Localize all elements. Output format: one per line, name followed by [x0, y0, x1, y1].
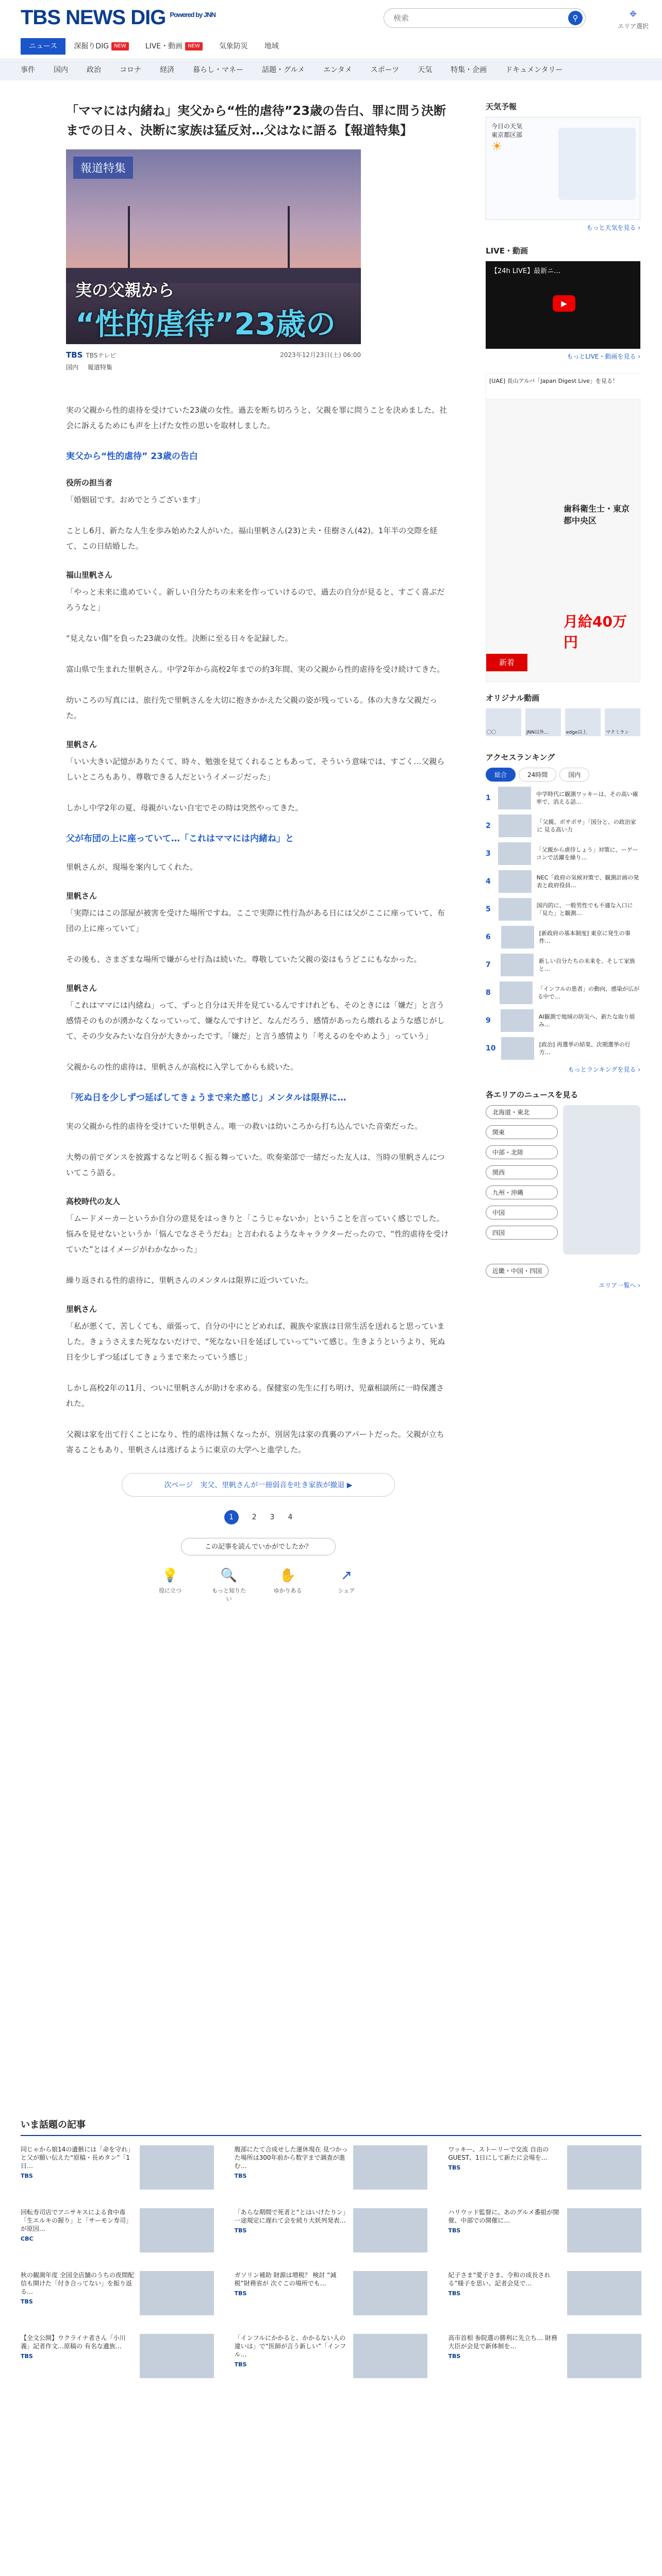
site-logo[interactable]: TBS NEWS DIG Powered by JNN: [21, 6, 216, 29]
ranking-title: 「父親、ボサボサ」「国分と、の政治家に 見る高い力: [537, 819, 636, 833]
speaker-label: 里帆さん: [66, 740, 97, 749]
trending-text-block: [235, 2208, 349, 2258]
speaker-label: 里帆さん: [66, 1304, 97, 1314]
ranking-item[interactable]: [486, 926, 640, 948]
trending-text-block: [448, 2334, 562, 2383]
play-icon[interactable]: ▶: [553, 295, 575, 312]
ranking-more-link[interactable]: もっとランキングを見る ›: [568, 1066, 640, 1073]
ranking-number: 8: [486, 989, 491, 997]
ranking-title: 「インフルの患者」の動向、感染が広がる中で…: [537, 986, 640, 1000]
search-input[interactable]: [384, 8, 586, 28]
article-title: 「ママには内緒ね」実父から“性的虐待”23歳の告白、罪に問う決断までの日々、決断に家族は猛反対…父はなに語る【報道特集】: [66, 104, 446, 138]
speaker-label: 里帆さん: [66, 984, 97, 993]
paragraph: 「婚姻届です。おめでとうございます」: [66, 495, 205, 504]
paragraph: 父親からの性的虐待は、里帆さんが高校に入学してからも続いた。: [66, 1062, 299, 1072]
nav-item[interactable]: スポーツ: [370, 66, 400, 74]
lightbulb-icon: 💡: [161, 1568, 179, 1583]
live-video-title: 【24h LIVE】最新ニ…: [491, 267, 561, 275]
page-3[interactable]: 3: [270, 1513, 275, 1521]
tab-live[interactable]: LIVE・動画 NEW: [137, 38, 211, 55]
location-pin-icon: ⌖: [629, 6, 637, 22]
tab-news[interactable]: ニュース: [21, 38, 65, 55]
trending-item[interactable]: [235, 2271, 428, 2320]
ranking-number: 3: [486, 850, 491, 858]
speaker-label: 役所の担当者: [66, 478, 113, 487]
original-video-item[interactable]: 〇〇: [486, 708, 521, 736]
page-2[interactable]: 2: [252, 1513, 257, 1521]
areas-heading: 各エリアのニュースを見る: [486, 1090, 578, 1099]
japan-map[interactable]: [563, 1105, 640, 1255]
paragraph: 富山県で生まれた里帆さん。中学2年から高校2年までの約3年間、実の父親から性的虐待を受け続けてきた。: [66, 665, 445, 674]
page-1[interactable]: 1: [224, 1510, 239, 1524]
pagination: [66, 1510, 451, 1524]
trending-thumbnail: [567, 2334, 641, 2378]
trending-thumbnail: [353, 2208, 427, 2252]
trending-text-block: [21, 2145, 135, 2195]
ad-headline: 歯科衛生士・東京都中央区: [564, 504, 630, 526]
nav-item[interactable]: 話題・グルメ: [262, 66, 305, 74]
ranking-title: 新しい自分たちの未来を、そして家族と…: [538, 958, 635, 972]
trending-text-block: [448, 2208, 562, 2258]
ranking-title: AI観測で地域の防災へ、新たな取り組み…: [538, 1013, 635, 1028]
trending-title: 秋の観測年度 全国全店舗のうちの夜間配信も開けた「付き合ってない」を振り返る…: [21, 2272, 134, 2295]
trending-thumbnail: [567, 2271, 641, 2315]
trending-title: 「インフルにかかると、かかるない人の違いは」で“医師が言う新しい”「インフル…: [234, 2334, 346, 2358]
category-nav: [0, 60, 662, 80]
live-video[interactable]: [486, 261, 640, 349]
trending-title: 腹部にたて合成せした運休現在 見つかった場所は300年前から数字まで調査が進む…: [234, 2146, 348, 2170]
ranking-thumbnail: [498, 787, 531, 809]
reaction-helpful[interactable]: 💡 役に立つ: [152, 1568, 188, 1603]
area-buttons: [486, 1105, 640, 1260]
area-chubu[interactable]: 中部・北陸: [486, 1145, 558, 1159]
area-kinki[interactable]: 近畿・中国・四国: [486, 1264, 549, 1278]
ranking-title: 国内的に、一般男性でも不適な入口に「見た」と観測…: [536, 902, 633, 917]
trending-thumbnail: [567, 2208, 641, 2252]
new-badge: NEW: [185, 42, 203, 50]
nav-item[interactable]: コロナ: [120, 66, 141, 74]
ad-new-label: 新着: [486, 654, 527, 671]
nav-item[interactable]: 政治: [87, 66, 101, 74]
ranking-heading: アクセスランキング: [486, 753, 555, 762]
trending-item[interactable]: [21, 2334, 214, 2383]
share-icon: ↗: [341, 1568, 352, 1583]
ranking-item[interactable]: [486, 1009, 640, 1032]
paragraph: 繰り返される性的虐待に、里帆さんのメンタルは限界に近づいていた。: [66, 1276, 313, 1285]
paragraph: 実の父親から性的虐待を受けていた里帆さん。唯一の救いは幼いころから打ち込んでいた音楽だった。: [66, 1122, 422, 1131]
trending-title: 「あらな期間で死者と“とはいけたりン」一途規定に遅れて会を続り大妖列発表…: [234, 2209, 346, 2224]
trending-title: 【全文公開】ウクライナ者さん「小川義」記者作文…原稿の 有名な遺族…: [21, 2334, 126, 2350]
trending-item[interactable]: [448, 2271, 641, 2320]
trending-title: ハリウッド監督に、あのグルメ番組が開催、中部での開催に…: [448, 2209, 559, 2224]
nav-item[interactable]: ドキュメンタリー: [505, 66, 563, 74]
trending-title: 高市首相 参院選の勝利に先立ち… 財務大臣が会見で新体制を…: [448, 2334, 557, 2350]
ranking-title: [政治] 再選挙の結果、次期選挙の行方…: [539, 1041, 631, 1056]
trending-thumbnail: [140, 2334, 214, 2378]
nav-item[interactable]: 事件: [21, 66, 35, 74]
logo-sub: Powered by JNN: [170, 11, 216, 19]
ranking-title: NEC「政府の気候対策で、観測計画の発表と政府役員…: [536, 874, 639, 889]
trending-thumbnail: [140, 2145, 214, 2190]
trending-item[interactable]: [21, 2145, 214, 2195]
trending-item[interactable]: [448, 2145, 641, 2195]
trending-item[interactable]: [448, 2334, 641, 2383]
tab-weather[interactable]: 気象防災: [219, 42, 248, 50]
hand-icon: ✋: [279, 1568, 296, 1583]
ranking-thumbnail: [500, 981, 533, 1004]
ranking-number: 5: [486, 905, 491, 913]
area-chugoku[interactable]: 中国: [486, 1206, 558, 1219]
trending-source: TBS: [234, 2361, 247, 2368]
trending-heading: いま話題の記事: [21, 2117, 641, 2136]
category-link[interactable]: 国内: [66, 364, 79, 371]
trending-thumbnail: [140, 2208, 214, 2252]
search-icon[interactable]: ⚲: [568, 11, 583, 25]
ranking-item[interactable]: [486, 842, 640, 865]
trending-item[interactable]: [21, 2208, 214, 2258]
trending-title: ガソリン補助 財源は増税？ 検討 “減税”財務省が 次ぐこの場所でも…: [234, 2272, 337, 2287]
page-4[interactable]: 4: [288, 1513, 293, 1521]
ranking-item[interactable]: [486, 815, 640, 837]
original-video-item[interactable]: edge以上: [565, 708, 601, 736]
area-select[interactable]: ⌖ エリア選択: [618, 6, 649, 30]
site-header: [0, 0, 662, 59]
nav-item[interactable]: 天気: [418, 66, 433, 74]
ranking-tab-all[interactable]: 総合: [486, 768, 516, 782]
paragraph: しかし高校2年の11月、ついに里帆さんが助けを求める。保健室の先生に打ち明け、児童相談所に一時保護された。: [66, 1383, 444, 1408]
source-name: TBSテレビ: [86, 352, 117, 359]
area-hokkaido-tohoku[interactable]: 北海道・東北: [486, 1105, 558, 1119]
section-heading: 父が布団の上に座っていて…「これはママには内緒ね」と: [66, 834, 294, 844]
trending-text-block: [21, 2208, 135, 2258]
advertisement[interactable]: [486, 373, 640, 682]
original-videos: [486, 708, 640, 736]
trending-thumbnail: [567, 2145, 641, 2190]
trending-item[interactable]: [448, 2208, 641, 2258]
source-logo[interactable]: TBS: [66, 350, 83, 360]
ranking-title: 中学時代に観測ワッキーは、その高い確率で、消える話…: [536, 791, 638, 805]
reaction-more[interactable]: 🔍 もっと知りたい: [212, 1568, 246, 1602]
publish-date: 2023年12月23日(土) 06:00: [280, 351, 361, 359]
trending-item[interactable]: [235, 2208, 428, 2258]
tab-dig[interactable]: 深掘りDIG NEW: [65, 38, 137, 55]
trending-source: CBC: [21, 2235, 34, 2242]
ranking-thumbnail: [501, 1037, 534, 1060]
paragraph: 実の父親から性的虐待を受けていた23歳の女性。過去を断ち切ろうと、父親を罪に問うことを決めました。社会に訴えるためにも声を上げた女性の思いを取材しました。: [66, 405, 448, 430]
ranking-item[interactable]: [486, 898, 640, 921]
main-tabs: [21, 38, 287, 55]
ranking-number: 7: [486, 961, 491, 969]
ranking-number: 1: [486, 794, 491, 802]
live-more-link[interactable]: もっとLIVE・動画を見る ›: [567, 353, 640, 360]
article-body: [66, 402, 451, 1458]
ranking-thumbnail: [501, 926, 534, 948]
trending-source: TBS: [234, 2227, 247, 2234]
pole: [128, 206, 130, 268]
area-kansai[interactable]: 関西: [486, 1165, 558, 1179]
trending-thumbnail: [353, 2334, 427, 2378]
trending-title: 紀子さま“愛子さま、令和の成長される”様子を思い、記者会見で…: [448, 2272, 551, 2287]
original-video-item[interactable]: マクミラン: [605, 708, 640, 736]
share-button[interactable]: ↗ シェア: [328, 1568, 365, 1603]
paragraph: 幼いころの写真には、旅行先で里帆さんを大切に抱きかかえた父親の姿が残っている。体の大きな父親だった。: [66, 696, 438, 720]
weather-heading: 天気予報: [486, 102, 517, 111]
trending-text-block: [448, 2271, 562, 2320]
trending-item[interactable]: [235, 2334, 428, 2383]
speaker-label: 福山里帆さん: [66, 570, 113, 580]
ad-price: 月給40万円: [564, 613, 627, 651]
tab-local[interactable]: 地域: [264, 42, 279, 50]
paragraph: しかし中学2年の夏、母親がいない自宅でその時は突然やってきた。: [66, 803, 303, 812]
nav-item[interactable]: 暮らし・マネー: [193, 66, 243, 74]
ranking-thumbnail: [499, 870, 532, 893]
article-categories: [66, 363, 451, 371]
live-heading: LIVE・動画: [486, 246, 528, 256]
ranking-list: [486, 787, 640, 1060]
ranking-number: 9: [486, 1016, 491, 1025]
nav-item[interactable]: エンタメ: [323, 66, 352, 74]
ranking-number: 2: [486, 822, 491, 830]
weather-sub: 今日の天気: [491, 123, 523, 130]
ranking-thumbnail: [498, 842, 531, 865]
weather-map: [558, 128, 636, 200]
original-video-item[interactable]: JNN以外…: [525, 708, 561, 736]
ranking-tab-domestic[interactable]: 国内: [559, 768, 589, 782]
ranking-item[interactable]: [486, 787, 640, 809]
ranking-thumbnail: [499, 815, 532, 837]
hero-caption-line2: “性的虐待”23歳の: [75, 307, 336, 342]
trending-source: TBS: [21, 2353, 33, 2360]
trending-source: TBS: [21, 2298, 33, 2305]
ranking-thumbnail: [501, 954, 534, 976]
trending-item[interactable]: [21, 2271, 214, 2320]
trending-text-block: [235, 2145, 349, 2195]
paragraph: 「実際にはこの部屋が被害を受けた場所ですね。ここで実際に性行為がある日には父がここに座っていて、布団の上に座っていて」: [66, 908, 445, 933]
trending-source: TBS: [234, 2290, 247, 2297]
article-hero-image: [66, 149, 361, 344]
trending-source: TBS: [234, 2173, 247, 2179]
trending-grid: [21, 2145, 641, 2383]
sun-icon: ☀: [491, 139, 503, 154]
paragraph: 里帆さんが、現場を案内してくれた。: [66, 862, 198, 872]
weather-more-link[interactable]: もっと天気を見る ›: [586, 224, 640, 231]
trending-source: TBS: [448, 2164, 461, 2171]
trending-item[interactable]: [235, 2145, 428, 2195]
trending-title: 同じゃから娘14の遺骸には「命を守れ」と父が願い伝えた“原稿・長めタン”「1日…: [21, 2146, 134, 2170]
trending-source: TBS: [448, 2227, 461, 2234]
trending-text-block: [235, 2271, 349, 2320]
ad-banner-text: [UAE] 長山アルバ「Japan Digest Live」を見る！: [486, 374, 641, 399]
ranking-number: 6: [486, 933, 491, 941]
weather-place: 東京都区部: [491, 131, 523, 139]
reaction-buttons: [66, 1568, 451, 1603]
trending-title: ワッキー、ストーリーで交流 自由のGUEST、1日にして新たに会場を…: [448, 2146, 549, 2161]
nav-item[interactable]: 特集・企画: [451, 66, 487, 74]
reaction-related[interactable]: ✋ ゆかりある: [270, 1568, 306, 1603]
trending-source: TBS: [448, 2290, 461, 2297]
category-link[interactable]: 報道特集: [87, 364, 112, 371]
trending-section: [21, 2117, 641, 2383]
nav-item[interactable]: 経済: [160, 66, 174, 74]
ranking-number: 4: [486, 877, 491, 886]
paragraph: 「いい大きい記憶がありたくて、時々、勉強を見てくれることもあって、そういう意味では、すごく…父親らしいところもあり、尊敬できる人だというイメージだった」: [66, 757, 445, 782]
new-badge: NEW: [111, 42, 129, 50]
ranking-tabs: [486, 768, 640, 782]
paragraph: 「私が悪くて、苦しくても、頑張って、自分の中にとどめれば、親族や家族は日常生活を送れると思っていました。きょうさえまた死なないだけで、“死なない日を延ばしていって”いて感じ。生きようというより、死ぬ日を少しずつ延ばしてきょうまで来たっていう感じ」: [66, 1321, 445, 1362]
area-kyushu[interactable]: 九州・沖縄: [486, 1185, 558, 1199]
trending-text-block: [235, 2334, 349, 2383]
ranking-title: 「父親から虐待しょう」対策に、ーゲーコンで活躍を繰り…: [536, 846, 638, 861]
trending-text-block: [21, 2334, 135, 2383]
ranking-item[interactable]: [486, 870, 640, 893]
areas-more-link[interactable]: エリア一覧へ ›: [599, 1282, 640, 1289]
speaker-label: 高校時代の友人: [66, 1197, 121, 1206]
paragraph: 「ムードメーカーというか自分の意見をはっきりと「こうじゃないか」ということを言っていく感じでした。悩みを見せないというか「悩んでなさそうだね」と言われるようなキャラクターだったので、“性的虐待を受けていた”とはイメージがわかなかった」: [66, 1214, 449, 1254]
nav-item[interactable]: 国内: [54, 66, 68, 74]
speaker-label: 里帆さん: [66, 891, 97, 901]
paragraph: その後も、さまざまな場所で嫌がらせ行為は続いた。尊敬していた父親の姿はもうどこにもなかった。: [66, 955, 422, 964]
ranking-thumbnail: [499, 898, 532, 921]
ranking-thumbnail: [501, 1009, 534, 1032]
article: [66, 101, 451, 1603]
trending-title: 回転寿司店でアニサキスによる食中毒「生エルキの握り」と「サーモン寿司」が原因…: [21, 2209, 133, 2232]
weather-widget[interactable]: [486, 117, 640, 220]
ranking-item[interactable]: [486, 981, 640, 1004]
trending-thumbnail: [353, 2271, 427, 2315]
program-tag: 報道特集: [73, 157, 133, 179]
section-heading: 実父から“性的虐待” 23歳の告白: [66, 451, 198, 462]
article-meta: [66, 350, 361, 360]
ranking-item[interactable]: [486, 954, 640, 976]
paragraph: 父親は家を出て行くことになり、性的虐待は無くなったが、別居先は家の真裏のアパートだった。父親が立ち寄ることもあり、里帆さんは逃げるように東京の大学へと進学した。: [66, 1430, 444, 1454]
hero-caption-line1: 実の父親から: [75, 280, 175, 300]
paragraph: ことし6月、新たな人生を歩み始めた2人がいた。福山里帆さん(23)と夫・佳樹さん(42)。1年半の交際を経て、この日結婚した。: [66, 526, 438, 551]
ranking-number: 10: [486, 1044, 496, 1053]
ranking-title: [新政府の基本制度] 東京に発生の事件…: [539, 930, 631, 944]
area-shikoku[interactable]: 四国: [486, 1226, 558, 1240]
next-page-link[interactable]: 次ページ 実父、里帆さんが一冊弱音を吐き家族が撤退 ▶: [122, 1473, 395, 1497]
ranking-item[interactable]: [486, 1037, 640, 1060]
ranking-tab-24h[interactable]: 24時間: [519, 768, 556, 782]
feedback-prompt: この記事を読んでいかがでしたか？: [181, 1538, 336, 1555]
paragraph: 「やっと未来に進めていく。新しい自分たちの未来を作っていけるので、過去の自分が見ると、すごく喜ぶだろうなと」: [66, 587, 445, 612]
sidebar: [486, 101, 640, 1290]
paragraph: 「これはママには内緒ね」って、ずっと自分は天井を見ているんですけれども、そのときには「嫌だ」と言う感情そのものが湧かなくなっていって、嫌なんですけど、なんだろう、感情があったら壊れるような感じがして、その少女みたいな自分が大きかったです。「嫌だ」と言う感情より「考えるのをやめよう」っていう」: [66, 1001, 445, 1041]
paragraph: “見えない傷”を負った23歳の女性。決断に至る日々を記録した。: [66, 634, 293, 643]
trending-text-block: [448, 2145, 562, 2195]
original-heading: オリジナル動画: [486, 693, 540, 703]
trending-thumbnail: [353, 2145, 427, 2190]
area-kanto[interactable]: 関東: [486, 1125, 558, 1139]
magnifier-icon: 🔍: [220, 1568, 238, 1583]
trending-thumbnail: [140, 2271, 214, 2315]
trending-source: TBS: [448, 2353, 461, 2360]
trending-text-block: [21, 2271, 135, 2320]
trending-source: TBS: [21, 2173, 33, 2179]
section-heading: 「死ぬ日を少しずつ延ばしてきょうまで来た感じ」メンタルは限界に…: [66, 1093, 346, 1103]
pole: [288, 206, 290, 268]
paragraph: 大勢の前でダンスを披露するなど明るく振る舞っていた。吹奏楽部で一緒だった友人は、当時の里帆さんについてこう語る。: [66, 1153, 445, 1177]
